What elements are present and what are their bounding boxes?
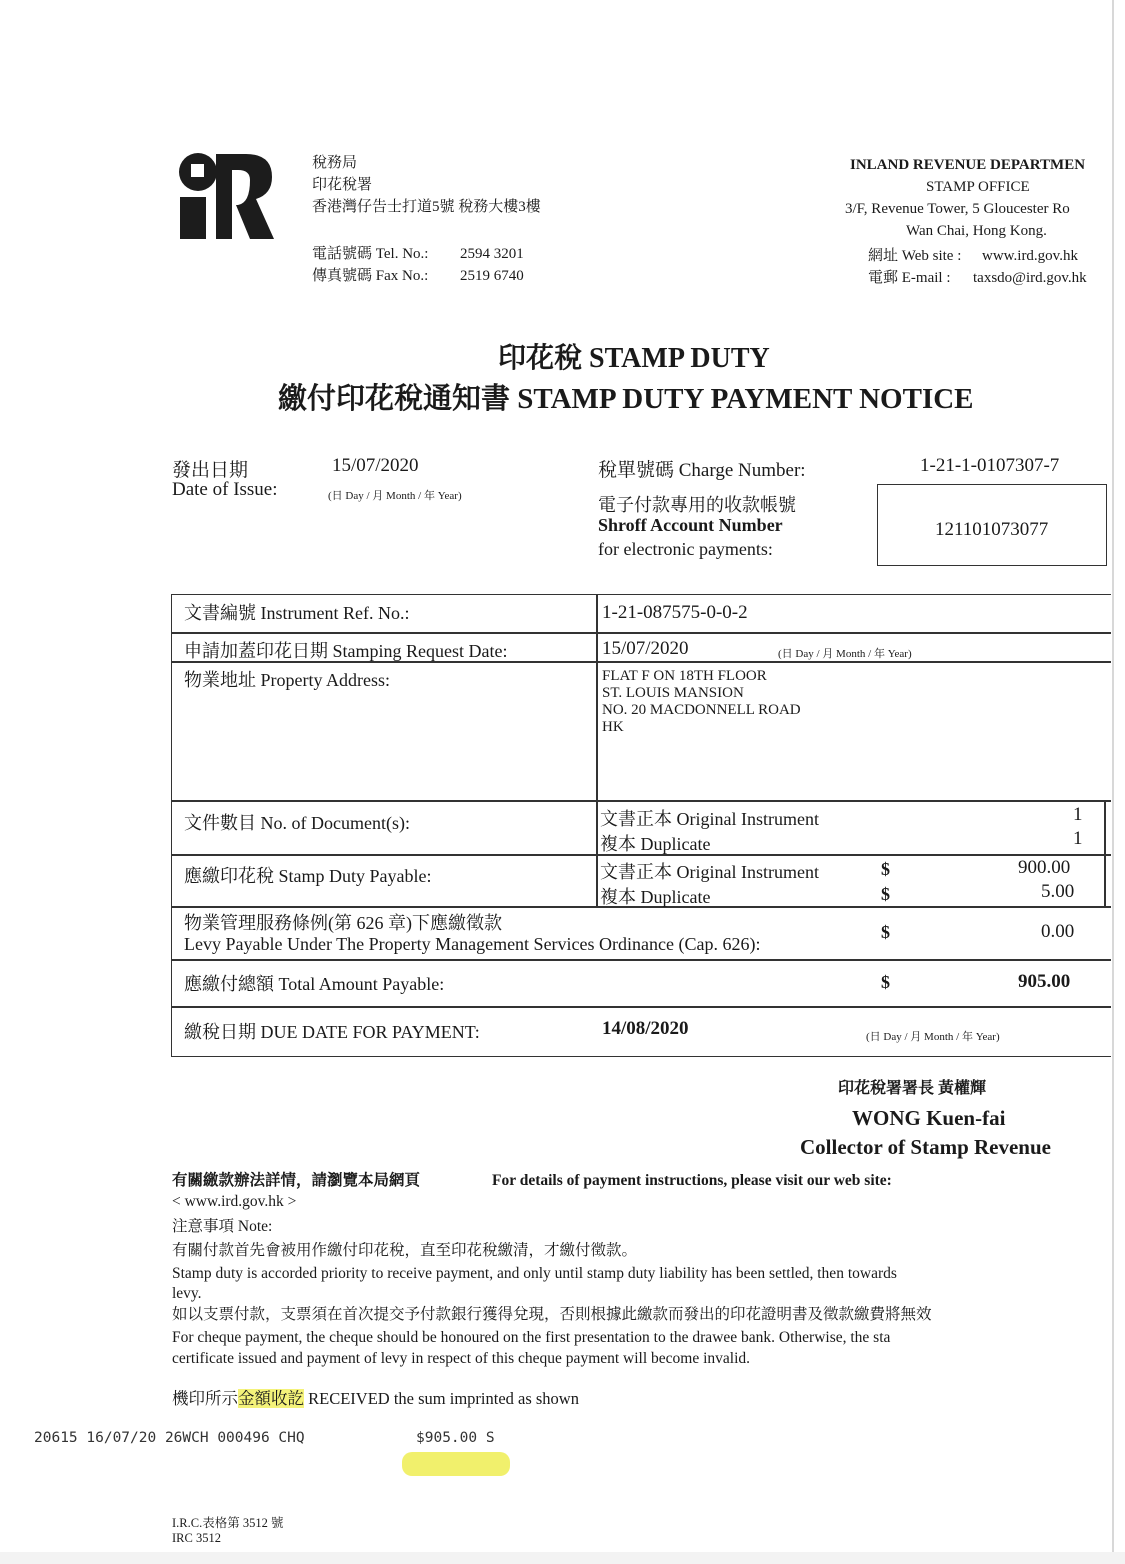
issue-date-format: (日 Day / 月 Month / 年 Year) — [328, 490, 462, 502]
charge-number-label: 稅單號碼 Charge Number: — [598, 460, 806, 481]
levy-amount: 0.00 — [1041, 921, 1075, 942]
note1-en-line2: levy. — [172, 1285, 202, 1302]
instrument-ref-label: 文書編號 Instrument Ref. No.: — [184, 603, 410, 623]
title-stamp-duty: 印花稅 STAMP DUTY — [498, 343, 770, 374]
note2-cn: 如以支票付款，支票須在首次提交予付款銀行獲得兌現，否則根據此繳款而發出的印花證明書及徵款繳費將無效 — [172, 1306, 932, 1323]
stamping-date-format: (日 Day / 月 Month / 年 Year) — [778, 648, 912, 660]
received-line — [172, 1388, 579, 1409]
page-edge — [1112, 0, 1114, 1564]
highlighter-mark — [402, 1452, 510, 1476]
rule — [171, 632, 1111, 634]
charge-number-value: 1-21-1-0107307-7 — [920, 455, 1060, 476]
rule — [171, 800, 1111, 802]
tel-label: 電話號碼 Tel. No.: — [312, 246, 429, 262]
office-name-en: STAMP OFFICE — [926, 179, 1030, 195]
property-address-line: ST. LOUIS MANSION — [602, 685, 744, 701]
shroff-label-cn: 電子付款專用的收款帳號 — [598, 495, 796, 515]
levy-label-cn: 物業管理服務條例(第 626 章)下應繳徵款 — [184, 913, 502, 933]
payable-duplicate-label: 複本 Duplicate — [600, 887, 711, 907]
form-number-cn: I.R.C.表格第 3512 號 — [172, 1516, 284, 1530]
currency-symbol: $ — [881, 884, 890, 904]
payment-details-en: For details of payment instructions, please visit our web site: — [492, 1172, 892, 1189]
note1-en-line1: Stamp duty is accorded priority to receive payment, and only until stamp duty liability has been settled, then towards — [172, 1265, 897, 1282]
docs-duplicate-count: 1 — [1073, 828, 1083, 849]
email-link[interactable]: taxsdo@ird.gov.hk — [973, 270, 1087, 286]
docs-original-label: 文書正本 Original Instrument — [600, 809, 819, 829]
collector-title-en: Collector of Stamp Revenue — [800, 1135, 1051, 1159]
form-number-en: IRC 3512 — [172, 1531, 221, 1545]
receipt-imprint-amount: $905.00 S — [416, 1430, 495, 1446]
shroff-account-value: 121101073077 — [935, 519, 1049, 540]
tel-value: 2594 3201 — [460, 246, 524, 262]
stamping-date-value: 15/07/2020 — [602, 638, 689, 659]
website-label: 網址 Web site : — [868, 248, 962, 264]
property-address-line: FLAT F ON 18TH FLOOR — [602, 668, 767, 684]
docs-original-count: 1 — [1073, 804, 1083, 825]
rule — [171, 959, 1111, 961]
dept-name-cn: 稅務局 — [312, 155, 358, 171]
shroff-note: for electronic payments: — [598, 539, 773, 559]
due-date-format: (日 Day / 月 Month / 年 Year) — [866, 1031, 1000, 1043]
collector-name: WONG Kuen-fai — [852, 1106, 1006, 1130]
total-payable-label: 應繳付總額 Total Amount Payable: — [184, 974, 445, 994]
documents-label: 文件數目 No. of Document(s): — [184, 813, 410, 833]
payable-original-label: 文書正本 Original Instrument — [600, 862, 819, 882]
received-text-en: RECEIVED the sum imprinted as shown — [308, 1389, 579, 1408]
office-address-cn: 香港灣仔告士打道5號 稅務大樓3樓 — [312, 199, 541, 215]
received-highlight-cn: 金額收訖 — [238, 1389, 304, 1408]
currency-symbol: $ — [881, 972, 890, 992]
page-bottom-edge — [0, 1552, 1125, 1564]
stamp-duty-payable-label: 應繳印花稅 Stamp Duty Payable: — [184, 866, 432, 886]
instrument-ref-value: 1-21-087575-0-0-2 — [602, 602, 748, 623]
title-payment-notice: 繳付印花稅通知書 STAMP DUTY PAYMENT NOTICE — [278, 383, 974, 415]
currency-symbol: $ — [881, 922, 890, 942]
payment-details-cn: 有關繳款辦法詳情，請瀏覽本局網頁 — [172, 1172, 421, 1189]
total-payable-amount: 905.00 — [1018, 971, 1071, 992]
note2-en-line1: For cheque payment, the cheque should be honoured on the first presentation to the drawee bank. Otherwise, the sta — [172, 1329, 891, 1346]
fax-value: 2519 6740 — [460, 268, 524, 284]
due-date-value: 14/08/2020 — [602, 1018, 689, 1039]
note1-cn: 有關付款首先會被用作繳付印花稅，直至印花稅繳清，才繳付徵款。 — [172, 1242, 638, 1259]
docs-duplicate-label: 複本 Duplicate — [600, 834, 711, 854]
office-name-cn: 印花稅署 — [312, 177, 373, 193]
website-link[interactable]: www.ird.gov.hk — [982, 248, 1078, 264]
column-rule — [596, 594, 598, 906]
shroff-label-en: Shroff Account Number — [598, 515, 783, 535]
rule — [171, 1006, 1111, 1008]
receipt-imprint: 20615 16/07/20 26WCH 000496 CHQ — [34, 1430, 305, 1446]
property-address-label: 物業地址 Property Address: — [184, 670, 390, 690]
office-address-en-1: 3/F, Revenue Tower, 5 Gloucester Ro — [845, 201, 1070, 217]
payment-details-url[interactable]: < www.ird.gov.hk > — [172, 1193, 297, 1210]
issue-label-en: Date of Issue: — [172, 479, 278, 500]
note-label: 注意事項 Note: — [172, 1218, 273, 1235]
office-address-en-2: Wan Chai, Hong Kong. — [906, 223, 1047, 239]
ird-logo — [176, 150, 276, 242]
received-prefix-cn: 機印所示 — [172, 1389, 238, 1408]
fax-label: 傳真號碼 Fax No.: — [312, 268, 429, 284]
column-rule-right — [1104, 800, 1106, 907]
stamping-date-label: 申請加蓋印花日期 Stamping Request Date: — [184, 641, 508, 661]
note2-en-line2: certificate issued and payment of levy in respect of this cheque payment will become invalid. — [172, 1350, 751, 1367]
due-date-label: 繳稅日期 DUE DATE FOR PAYMENT: — [184, 1022, 480, 1042]
payable-original-amount: 900.00 — [1018, 857, 1071, 878]
dept-name-en: INLAND REVENUE DEPARTMEN — [850, 157, 1086, 173]
payable-duplicate-amount: 5.00 — [1041, 881, 1075, 902]
email-label: 電郵 E-mail : — [868, 270, 951, 286]
collector-title-cn: 印花稅署署長 黃權輝 — [838, 1080, 987, 1097]
issue-date-value: 15/07/2020 — [332, 455, 419, 476]
shroff-account-box — [877, 484, 1107, 566]
property-address-line: NO. 20 MACDONNELL ROAD — [602, 702, 801, 718]
issue-label-cn: 發出日期 — [172, 460, 249, 481]
property-address-line: HK — [602, 719, 624, 735]
currency-symbol: $ — [881, 859, 890, 879]
levy-label-en: Levy Payable Under The Property Management Services Ordinance (Cap. 626): — [184, 934, 761, 954]
